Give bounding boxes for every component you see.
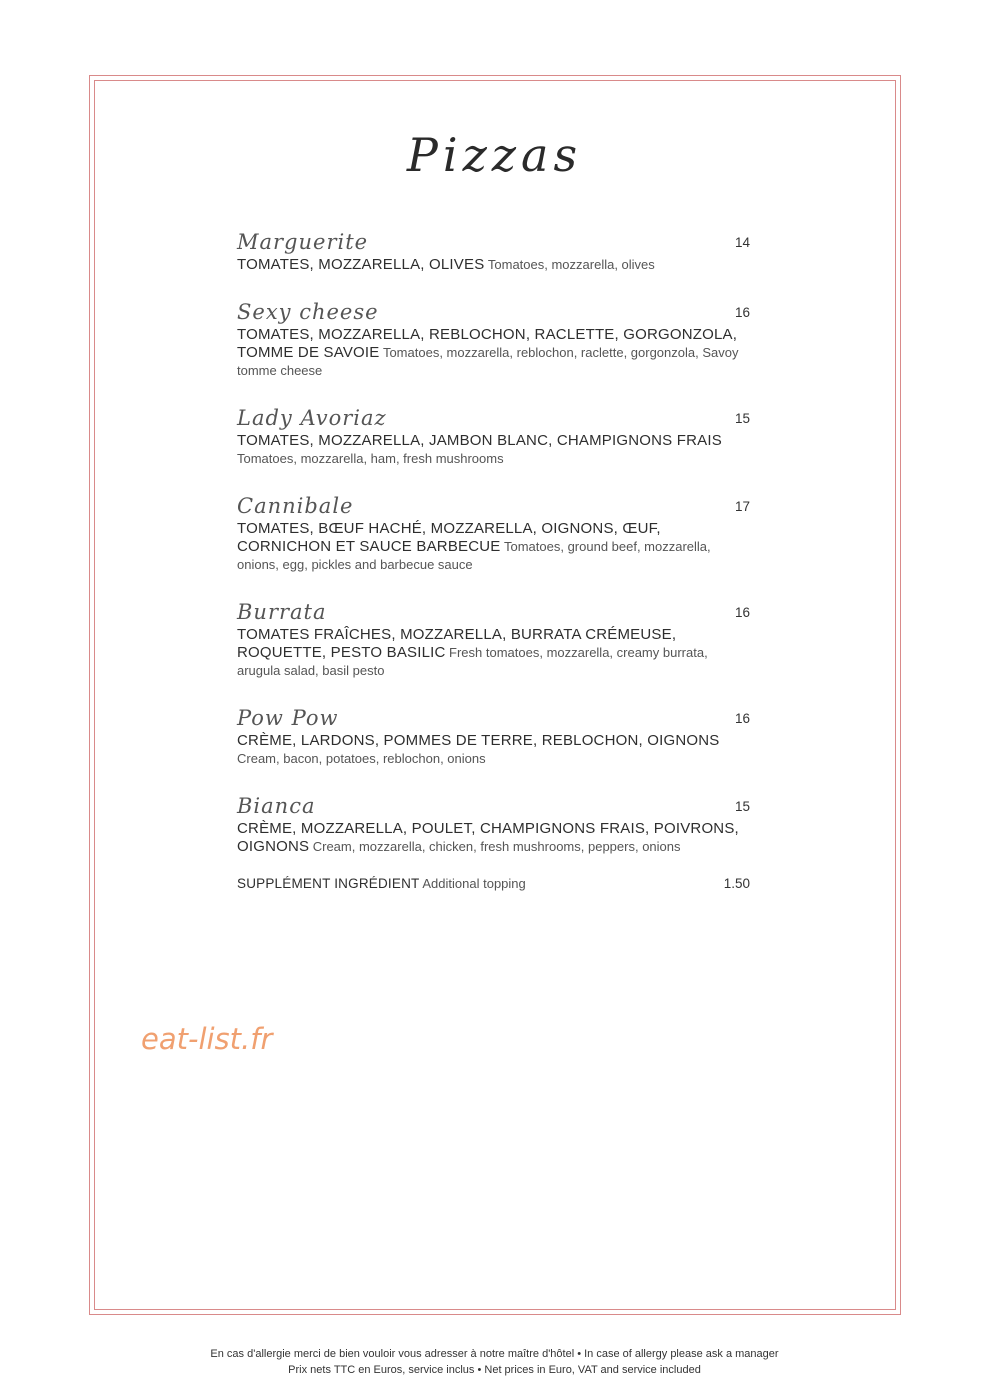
item-description-en: Cream, mozzarella, chicken, fresh mushrooms, peppers, onions	[312, 839, 681, 854]
item-description-fr: TOMATES, MOZZARELLA, REBLOCHON, RACLETTE, GORGONZOLA, TOMME DE SAVOIE	[237, 326, 738, 361]
supplement-price: 1.50	[723, 876, 750, 891]
menu-item	[237, 788, 752, 856]
item-name: Lady Avoriaz	[237, 406, 387, 430]
item-description-en: Tomatoes, mozzarella, reblochon, raclette, gorgonzola, Savoy tomme cheese	[237, 345, 739, 378]
supplement-label-fr: SUPPLÉMENT INGRÉDIENT	[237, 876, 420, 891]
menu-item	[237, 294, 752, 380]
item-name: Cannibale	[237, 494, 354, 518]
supplement-row	[237, 876, 752, 895]
footer-allergy-line: En cas d'allergie merci de bien vouloir vous adresser à notre maître d'hôtel • In case of allergy please ask a manager	[210, 1348, 779, 1360]
item-price: 16	[734, 305, 750, 320]
menu-item	[237, 224, 752, 274]
item-description	[237, 432, 752, 468]
item-description-en: Tomatoes, mozzarella, olives	[487, 257, 655, 272]
item-description	[237, 820, 752, 856]
item-name: Pow Pow	[237, 706, 339, 730]
menu-list	[237, 224, 752, 895]
page-title: Pizzas	[406, 128, 583, 182]
item-description-fr: CRÈME, MOZZARELLA, POULET, CHAMPIGNONS FRAIS, POIVRONS, OIGNONS	[237, 820, 739, 855]
footer-prices-line: Prix nets TTC en Euros, service inclus • Net prices in Euro, VAT and service included	[288, 1364, 701, 1376]
item-price: 16	[734, 605, 750, 620]
item-name: Burrata	[237, 600, 327, 624]
item-description	[237, 626, 752, 680]
item-price: 17	[734, 499, 750, 514]
item-description-fr: CRÈME, LARDONS, POMMES DE TERRE, REBLOCHON, OIGNONS	[237, 732, 720, 749]
item-name: Marguerite	[237, 230, 369, 254]
item-description-en: Fresh tomatoes, mozzarella, creamy burrata, arugula salad, basil pesto	[237, 645, 708, 678]
menu-item	[237, 594, 752, 680]
menu-item	[237, 400, 752, 468]
item-price: 15	[734, 799, 750, 814]
watermark: eat-list.fr	[141, 1022, 273, 1056]
supplement-label-en: Additional topping	[422, 876, 526, 891]
item-description-en: Tomatoes, ground beef, mozzarella, onions, egg, pickles and barbecue sauce	[237, 539, 711, 572]
item-price: 15	[734, 411, 750, 426]
item-price: 14	[734, 235, 750, 250]
item-description	[237, 256, 752, 274]
item-description-en: Tomatoes, mozzarella, ham, fresh mushrooms	[237, 451, 504, 466]
item-description	[237, 520, 752, 574]
item-price: 16	[734, 711, 750, 726]
footer-notice	[0, 1346, 989, 1378]
item-description-fr: TOMATES, MOZZARELLA, JAMBON BLANC, CHAMPIGNONS FRAIS	[237, 432, 722, 449]
menu-item	[237, 700, 752, 768]
item-description	[237, 326, 752, 380]
menu-item	[237, 488, 752, 574]
item-description-fr: TOMATES, MOZZARELLA, OLIVES	[237, 256, 485, 273]
item-name: Bianca	[237, 794, 316, 818]
item-description-fr: TOMATES, BŒUF HACHÉ, MOZZARELLA, OIGNONS, ŒUF, CORNICHON ET SAUCE BARBECUE	[237, 520, 661, 555]
item-description-en: Cream, bacon, potatoes, reblochon, onions	[237, 751, 486, 766]
item-description-fr: TOMATES FRAÎCHES, MOZZARELLA, BURRATA CRÉMEUSE, ROQUETTE, PESTO BASILIC	[237, 626, 677, 661]
item-description	[237, 732, 752, 768]
supplement-label	[237, 876, 526, 895]
item-name: Sexy cheese	[237, 300, 379, 324]
